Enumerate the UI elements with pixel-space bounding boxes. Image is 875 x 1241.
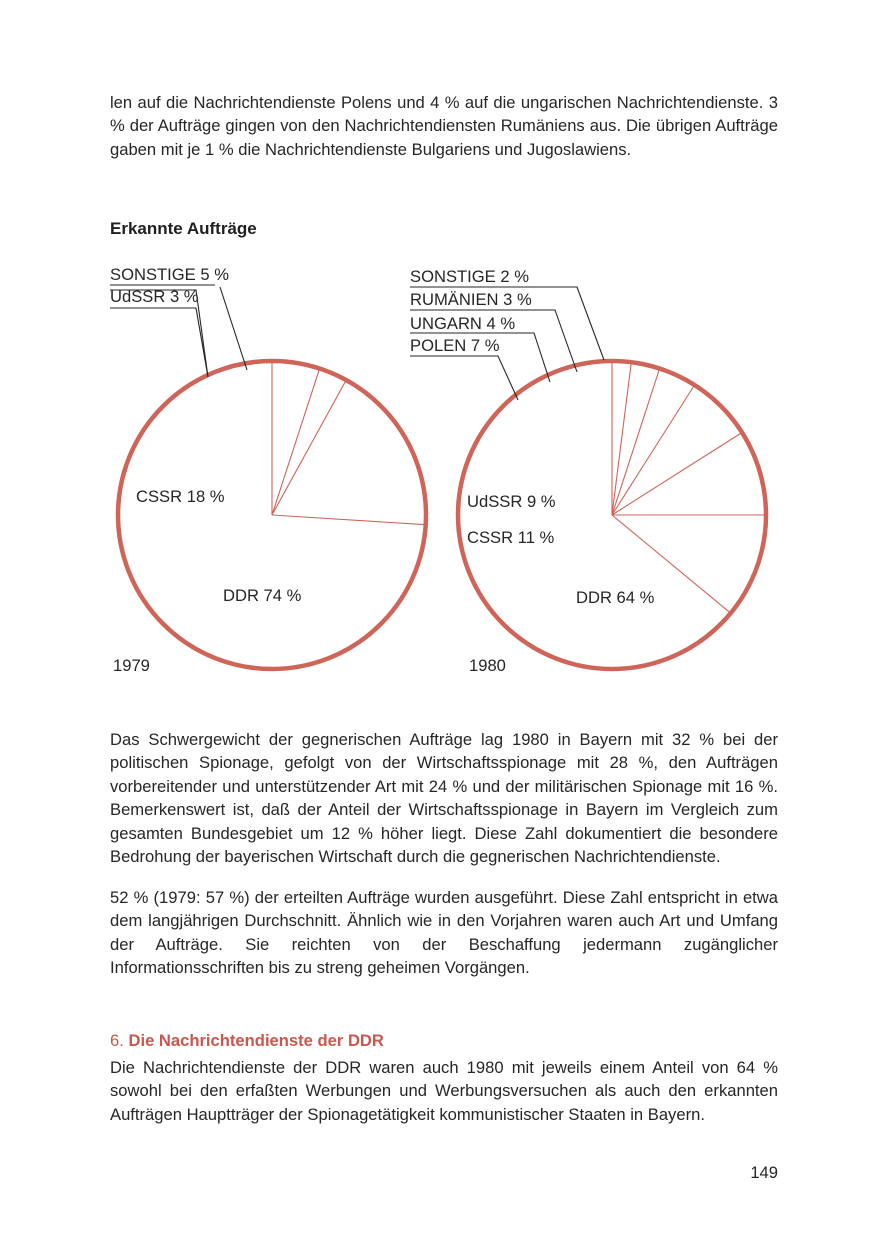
body-paragraph-ddr: Die Nachrichtendienste der DDR waren auch 1980 mit jeweils einem Anteil von 64 % sowohl bei den erfaßten Werbungen und Werbungsversuchen als auch den erkannten Aufträgen Hauptträger der Spionagetätigkeit kommunistischer Staaten in Bayern. [110,1058,778,1124]
pie-1980-slice-boundary-4 [612,385,695,515]
section-number: 6. [110,1031,124,1050]
label-1980-ungarn: UNGARN 4 % [410,314,516,333]
pie-1979-slice-boundary-1 [272,515,426,525]
label-1980-polen: POLEN 7 % [410,336,500,355]
label-1980-sonstige: SONSTIGE 2 % [410,267,529,286]
label-1980-udssr: UdSSR 9 % [467,492,556,511]
body-paragraph-executed-orders: 52 % (1979: 57 %) der erteilten Aufträge wurden ausgeführt. Diese Zahl entspricht in etwa dem langjährigen Durchschnitt. Ähnlich wie in den Vorjahren waren auch Art und Umfang der Aufträge. Sie reichten von der Beschaffung jedermann zugänglicher Informationsschriften bis zu streng geheimen Vorgängen. [110,888,778,978]
intro-paragraph: len auf die Nachrichtendienste Polens und 4 % auf die ungarischen Nachrichtendienste. 3 % der Aufträge gingen von den Nachrichtendiensten Rumäniens aus. Die übrigen Aufträge gaben mit je 1 % die Nachrichtendienste Bulgariens und Jugoslawiens. [110,93,778,159]
label-1979-sonstige: SONSTIGE 5 % [110,265,229,284]
label-1980-ddr: DDR 64 % [576,588,655,607]
year-label-1980: 1980 [469,656,506,675]
label-1979-cssr: CSSR 18 % [136,487,225,506]
label-1980-rumaenien: RUMÄNIEN 3 % [410,290,532,309]
section-heading [110,1030,384,1052]
label-1980-cssr: CSSR 11 % [467,528,555,547]
pie-chart-1980 [410,267,766,675]
pie-1980-slice-boundary-3 [612,433,742,516]
pie-1980-slice-boundary-6 [612,362,631,515]
pie-chart-1979 [110,265,426,675]
leader-1979-udssr-drop [196,308,208,377]
label-1979-udssr: UdSSR 3 % [110,287,199,306]
label-1979-ddr: DDR 74 % [223,586,302,605]
section-title: Die Nachrichtendienste der DDR [128,1031,384,1050]
chart-heading: Erkannte Aufträge [110,219,257,238]
year-label-1979: 1979 [113,656,150,675]
page-number: 149 [750,1163,778,1182]
body-paragraph-espionage-focus: Das Schwergewicht der gegnerischen Aufträge lag 1980 in Bayern mit 32 % bei der politischen Spionage, gefolgt von der Wirtschaftsspionage mit 28 %, den Aufträgen vorbereitender und unterstützender Art mit 24 % und der militärischen Spionage mit 16 %. Bemerkenswert ist, daß der Anteil der Wirtschaftsspionage in Bayern im Vergleich zum gesamten Bundesgebiet um 12 % höher liegt. Diese Zahl dokumentiert die besondere Bedrohung der bayerischen Wirtschaft durch die gegnerischen Nachrichtendienste. [110,730,778,867]
leader-1979-sonstige [220,287,247,370]
leader-1980-polen [410,356,518,400]
pie-1980-slice-boundary-5 [612,369,660,516]
